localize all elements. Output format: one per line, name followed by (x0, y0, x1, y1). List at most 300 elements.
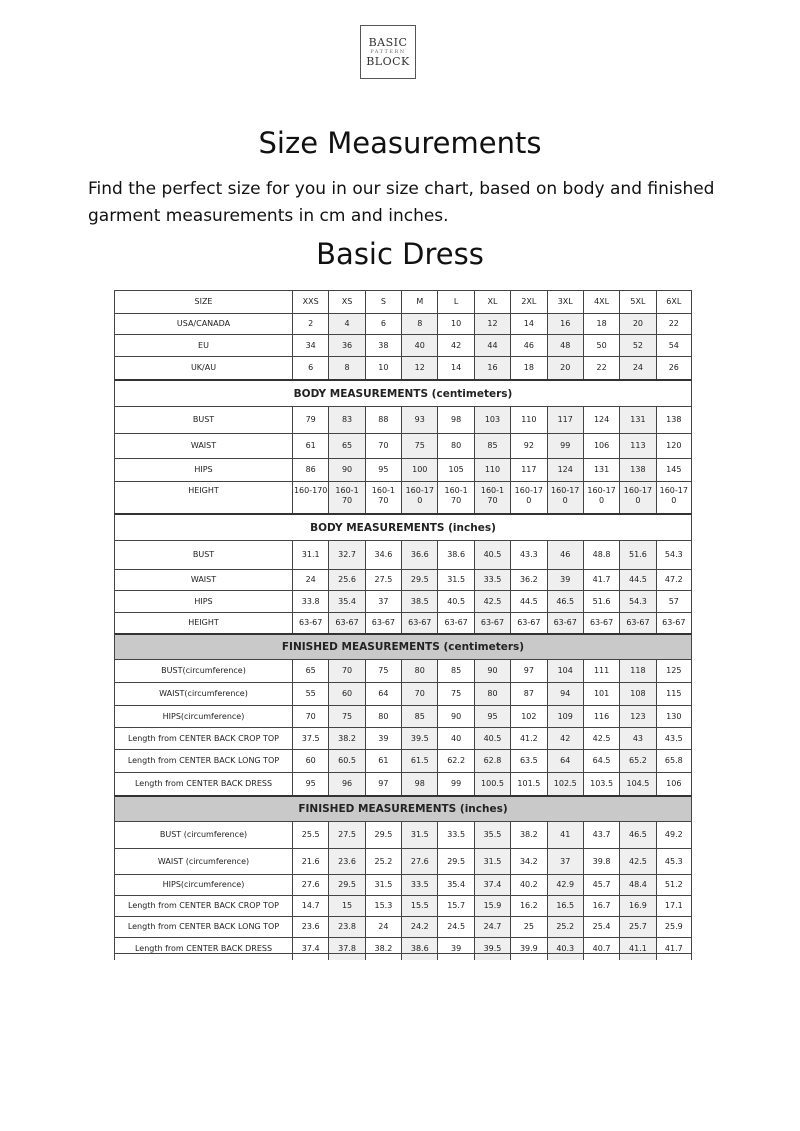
row-label: BUST (circumference) (114, 821, 292, 848)
measurement-cell: 48.8 (583, 540, 619, 569)
measurement-cell: 63-67 (547, 612, 583, 633)
measurement-cell: 160-17 0 (656, 481, 692, 513)
measurement-cell: 110 (474, 458, 510, 481)
measurement-cell: 31.5 (365, 874, 401, 895)
measurement-cell: 18 (583, 313, 619, 334)
measurement-cell: 14.7 (292, 895, 328, 916)
measurement-cell: 116 (583, 705, 619, 727)
measurement-cell: 86 (292, 458, 328, 481)
measurement-cell: 83 (328, 406, 364, 433)
measurement-cell: 102.5 (547, 772, 583, 795)
measurement-cell: 75 (401, 433, 437, 458)
measurement-cell: 39.5 (474, 937, 510, 960)
measurement-cell: 65.2 (619, 749, 655, 772)
measurement-cell: 160-1 70 (365, 481, 401, 513)
measurement-cell: 93 (401, 406, 437, 433)
measurement-cell: 49.2 (656, 821, 692, 848)
measurement-cell: 85 (401, 705, 437, 727)
section-header (114, 795, 692, 821)
logo-line-2: PATTERN (370, 48, 406, 55)
measurement-cell: 25.7 (619, 916, 655, 937)
measurement-cell: 97 (510, 659, 546, 682)
measurement-cell: 6 (292, 356, 328, 379)
measurement-cell: 63-67 (292, 612, 328, 633)
measurement-cell: 117 (547, 406, 583, 433)
measurement-cell: 40.5 (474, 727, 510, 749)
measurement-cell: 123 (619, 705, 655, 727)
measurement-cell: 61.5 (401, 749, 437, 772)
section-header (114, 633, 692, 659)
measurement-cell: 63-67 (365, 612, 401, 633)
measurement-cell: 99 (437, 772, 473, 795)
page-title: Size Measurements (258, 126, 542, 160)
measurement-cell: 64.5 (583, 749, 619, 772)
measurement-cell: 79 (292, 406, 328, 433)
row-label: WAIST (circumference) (114, 848, 292, 874)
size-header-cell: S (365, 290, 401, 313)
measurement-cell: 60 (328, 682, 364, 705)
measurement-cell: 100 (401, 458, 437, 481)
measurement-cell: 15.3 (365, 895, 401, 916)
measurement-cell: 6 (365, 313, 401, 334)
measurement-cell: 160-17 0 (401, 481, 437, 513)
measurement-cell: 24.2 (401, 916, 437, 937)
measurement-cell: 25.5 (292, 821, 328, 848)
measurement-cell: 31.1 (292, 540, 328, 569)
table-bottom-border (114, 953, 692, 954)
measurement-cell: 94 (547, 682, 583, 705)
measurement-cell: 35.4 (328, 590, 364, 612)
measurement-cell: 42.5 (474, 590, 510, 612)
row-label: BUST(circumference) (114, 659, 292, 682)
measurement-cell: 118 (619, 659, 655, 682)
measurement-cell: 27.6 (401, 848, 437, 874)
measurement-cell: 2 (292, 313, 328, 334)
measurement-cell: 44.5 (510, 590, 546, 612)
measurement-cell: 35.5 (474, 821, 510, 848)
measurement-cell: 54.3 (656, 540, 692, 569)
measurement-cell: 38.6 (401, 937, 437, 960)
measurement-cell: 106 (583, 433, 619, 458)
measurement-cell: 22 (656, 313, 692, 334)
measurement-cell: 38.5 (401, 590, 437, 612)
measurement-cell: 44.5 (619, 569, 655, 590)
measurement-cell: 40.5 (437, 590, 473, 612)
measurement-cell: 46 (510, 334, 546, 356)
measurement-cell: 41 (547, 821, 583, 848)
measurement-cell: 18 (510, 356, 546, 379)
measurement-cell: 51.6 (583, 590, 619, 612)
measurement-cell: 36 (328, 334, 364, 356)
measurement-cell: 42 (437, 334, 473, 356)
measurement-cell: 36.2 (510, 569, 546, 590)
measurement-cell: 43.3 (510, 540, 546, 569)
measurement-cell: 34 (292, 334, 328, 356)
row-label: WAIST(circumference) (114, 682, 292, 705)
measurement-cell: 60.5 (328, 749, 364, 772)
measurement-cell: 138 (656, 406, 692, 433)
size-header-cell: XL (474, 290, 510, 313)
measurement-cell: 25.6 (328, 569, 364, 590)
measurement-cell: 51.2 (656, 874, 692, 895)
measurement-cell: 63-67 (656, 612, 692, 633)
measurement-cell: 21.6 (292, 848, 328, 874)
row-label: Length from CENTER BACK LONG TOP (114, 749, 292, 772)
measurement-cell: 63-67 (583, 612, 619, 633)
measurement-cell: 38 (365, 334, 401, 356)
measurement-cell: 64 (547, 749, 583, 772)
measurement-cell: 37.5 (292, 727, 328, 749)
measurement-cell: 37.8 (328, 937, 364, 960)
measurement-cell: 29.5 (401, 569, 437, 590)
measurement-cell: 85 (437, 659, 473, 682)
measurement-cell: 20 (547, 356, 583, 379)
measurement-cell: 34.2 (510, 848, 546, 874)
row-label: HEIGHT (114, 612, 292, 633)
measurement-cell: 40 (437, 727, 473, 749)
logo-line-1: BASIC (368, 35, 408, 49)
measurement-cell: 39 (547, 569, 583, 590)
row-label: SIZE (114, 290, 292, 313)
row-label: HIPS(circumference) (114, 705, 292, 727)
measurement-cell: 24 (292, 569, 328, 590)
measurement-cell: 25.2 (547, 916, 583, 937)
measurement-cell: 33.5 (474, 569, 510, 590)
measurement-cell: 16.9 (619, 895, 655, 916)
measurement-cell: 10 (437, 313, 473, 334)
size-header-cell: L (437, 290, 473, 313)
measurement-cell: 75 (437, 682, 473, 705)
measurement-cell: 45.7 (583, 874, 619, 895)
measurement-cell: 16.7 (583, 895, 619, 916)
measurement-cell: 31.5 (401, 821, 437, 848)
row-label: EU (114, 334, 292, 356)
measurement-cell: 29.5 (328, 874, 364, 895)
measurement-cell: 98 (401, 772, 437, 795)
intro-text: Find the perfect size for you in our size chart, based on body and finished garment measurements in cm and inches. (88, 179, 715, 226)
measurement-cell: 40.2 (510, 874, 546, 895)
measurement-cell: 98 (437, 406, 473, 433)
size-chart-table (114, 290, 692, 954)
measurement-cell: 38.6 (437, 540, 473, 569)
measurement-cell: 37.4 (474, 874, 510, 895)
measurement-cell: 62.8 (474, 749, 510, 772)
measurement-cell: 110 (510, 406, 546, 433)
measurement-cell: 25.4 (583, 916, 619, 937)
measurement-cell: 130 (656, 705, 692, 727)
measurement-cell: 16 (547, 313, 583, 334)
measurement-cell: 38.2 (328, 727, 364, 749)
measurement-cell: 54 (656, 334, 692, 356)
row-label: HEIGHT (114, 481, 292, 513)
measurement-cell: 61 (365, 749, 401, 772)
measurement-cell: 65 (328, 433, 364, 458)
row-label: UK/AU (114, 356, 292, 379)
measurement-cell: 41.7 (583, 569, 619, 590)
row-label: USA/CANADA (114, 313, 292, 334)
row-label: BUST (114, 540, 292, 569)
measurement-cell: 62.2 (437, 749, 473, 772)
measurement-cell: 90 (437, 705, 473, 727)
measurement-cell: 24.5 (437, 916, 473, 937)
measurement-cell: 160-1 70 (437, 481, 473, 513)
measurement-cell: 26 (656, 356, 692, 379)
measurement-cell: 63-67 (401, 612, 437, 633)
size-header-cell: 3XL (547, 290, 583, 313)
measurement-cell: 38.2 (365, 937, 401, 960)
measurement-cell: 70 (365, 433, 401, 458)
row-label: HIPS (114, 458, 292, 481)
measurement-cell: 104 (547, 659, 583, 682)
measurement-cell: 88 (365, 406, 401, 433)
measurement-cell: 41.1 (619, 937, 655, 960)
size-header-cell: XS (328, 290, 364, 313)
measurement-cell: 40.7 (583, 937, 619, 960)
measurement-cell: 4 (328, 313, 364, 334)
measurement-cell: 51.6 (619, 540, 655, 569)
measurement-cell: 113 (619, 433, 655, 458)
measurement-cell: 37 (365, 590, 401, 612)
measurement-cell: 22 (583, 356, 619, 379)
measurement-cell: 35.4 (437, 874, 473, 895)
measurement-cell: 27.6 (292, 874, 328, 895)
measurement-cell: 42.9 (547, 874, 583, 895)
measurement-cell: 24 (365, 916, 401, 937)
measurement-cell: 87 (510, 682, 546, 705)
section-title: BODY MEASUREMENTS (293, 387, 429, 400)
measurement-cell: 43.5 (656, 727, 692, 749)
measurement-cell: 23.6 (328, 848, 364, 874)
measurement-cell: 90 (328, 458, 364, 481)
measurement-cell: 46 (547, 540, 583, 569)
measurement-cell: 34.6 (365, 540, 401, 569)
section-unit: (centimeters) (443, 641, 525, 653)
row-label: WAIST (114, 569, 292, 590)
section-title: FINISHED MEASUREMENTS (281, 641, 440, 653)
measurement-cell: 37.4 (292, 937, 328, 960)
measurement-cell: 109 (547, 705, 583, 727)
measurement-cell: 23.8 (328, 916, 364, 937)
measurement-cell: 16.5 (547, 895, 583, 916)
section-title: BODY MEASUREMENTS (310, 521, 445, 534)
measurement-cell: 57 (656, 590, 692, 612)
measurement-cell: 70 (292, 705, 328, 727)
measurement-cell: 145 (656, 458, 692, 481)
row-label: Length from CENTER BACK DRESS (114, 772, 292, 795)
measurement-cell: 117 (510, 458, 546, 481)
measurement-cell: 43 (619, 727, 655, 749)
brand-logo (360, 25, 416, 79)
measurement-cell: 95 (292, 772, 328, 795)
row-label: BUST (114, 406, 292, 433)
measurement-cell: 14 (437, 356, 473, 379)
measurement-cell: 42.5 (619, 848, 655, 874)
size-header-cell: 5XL (619, 290, 655, 313)
measurement-cell: 115 (656, 682, 692, 705)
measurement-cell: 63.5 (510, 749, 546, 772)
measurement-cell: 160-1 70 (328, 481, 364, 513)
measurement-cell: 70 (328, 659, 364, 682)
measurement-cell: 46.5 (619, 821, 655, 848)
measurement-cell: 96 (328, 772, 364, 795)
measurement-cell: 8 (328, 356, 364, 379)
measurement-cell: 12 (474, 313, 510, 334)
measurement-cell: 64 (365, 682, 401, 705)
measurement-cell: 23.6 (292, 916, 328, 937)
measurement-cell: 12 (401, 356, 437, 379)
measurement-cell: 101 (583, 682, 619, 705)
measurement-cell: 48.4 (619, 874, 655, 895)
row-label: HIPS(circumference) (114, 874, 292, 895)
row-label: Length from CENTER BACK LONG TOP (114, 916, 292, 937)
measurement-cell: 50 (583, 334, 619, 356)
measurement-cell: 95 (474, 705, 510, 727)
measurement-cell: 15 (328, 895, 364, 916)
measurement-cell: 39.8 (583, 848, 619, 874)
measurement-cell: 32.7 (328, 540, 364, 569)
measurement-cell: 39 (365, 727, 401, 749)
measurement-cell: 120 (656, 433, 692, 458)
measurement-cell: 33.5 (401, 874, 437, 895)
measurement-cell: 42 (547, 727, 583, 749)
measurement-cell: 80 (474, 682, 510, 705)
measurement-cell: 92 (510, 433, 546, 458)
measurement-cell: 46.5 (547, 590, 583, 612)
measurement-cell: 103 (474, 406, 510, 433)
measurement-cell: 52 (619, 334, 655, 356)
measurement-cell: 125 (656, 659, 692, 682)
row-label: Length from CENTER BACK CROP TOP (114, 895, 292, 916)
measurement-cell: 75 (328, 705, 364, 727)
measurement-cell: 95 (365, 458, 401, 481)
measurement-cell: 25.2 (365, 848, 401, 874)
measurement-cell: 25.9 (656, 916, 692, 937)
section-title: FINISHED MEASUREMENTS (298, 803, 457, 815)
measurement-cell: 41.2 (510, 727, 546, 749)
measurement-cell: 111 (583, 659, 619, 682)
measurement-cell: 48 (547, 334, 583, 356)
measurement-cell: 27.5 (365, 569, 401, 590)
measurement-cell: 63-67 (437, 612, 473, 633)
measurement-cell: 131 (583, 458, 619, 481)
measurement-cell: 100.5 (474, 772, 510, 795)
measurement-cell: 90 (474, 659, 510, 682)
measurement-cell: 42.5 (583, 727, 619, 749)
measurement-cell: 39.5 (401, 727, 437, 749)
size-header-cell: XXS (292, 290, 328, 313)
measurement-cell: 16.2 (510, 895, 546, 916)
measurement-cell: 25 (510, 916, 546, 937)
measurement-cell: 106 (656, 772, 692, 795)
measurement-cell: 124 (583, 406, 619, 433)
row-label: HIPS (114, 590, 292, 612)
size-header-cell: 2XL (510, 290, 546, 313)
measurement-cell: 15.5 (401, 895, 437, 916)
measurement-cell: 29.5 (365, 821, 401, 848)
measurement-cell: 131 (619, 406, 655, 433)
measurement-cell: 55 (292, 682, 328, 705)
size-header-cell: 6XL (656, 290, 692, 313)
measurement-cell: 60 (292, 749, 328, 772)
measurement-cell: 108 (619, 682, 655, 705)
measurement-cell: 80 (437, 433, 473, 458)
row-label: Length from CENTER BACK CROP TOP (114, 727, 292, 749)
measurement-cell: 63-67 (474, 612, 510, 633)
measurement-cell: 63-67 (510, 612, 546, 633)
measurement-cell: 160-17 0 (510, 481, 546, 513)
measurement-cell: 16 (474, 356, 510, 379)
measurement-cell: 15.7 (437, 895, 473, 916)
measurement-cell: 75 (365, 659, 401, 682)
measurement-cell: 104.5 (619, 772, 655, 795)
measurement-cell: 37 (547, 848, 583, 874)
measurement-cell: 20 (619, 313, 655, 334)
measurement-cell: 160-1 70 (474, 481, 510, 513)
measurement-cell: 63-67 (328, 612, 364, 633)
measurement-cell: 65.8 (656, 749, 692, 772)
measurement-cell: 102 (510, 705, 546, 727)
measurement-cell: 65 (292, 659, 328, 682)
measurement-cell: 97 (365, 772, 401, 795)
measurement-cell: 40.3 (547, 937, 583, 960)
measurement-cell: 61 (292, 433, 328, 458)
measurement-cell: 160-17 0 (583, 481, 619, 513)
measurement-cell: 33.5 (437, 821, 473, 848)
measurement-cell: 41.7 (656, 937, 692, 960)
measurement-cell: 105 (437, 458, 473, 481)
measurement-cell: 10 (365, 356, 401, 379)
measurement-cell: 38.2 (510, 821, 546, 848)
measurement-cell: 17.1 (656, 895, 692, 916)
measurement-cell: 31.5 (474, 848, 510, 874)
measurement-cell: 40 (401, 334, 437, 356)
measurement-cell: 80 (401, 659, 437, 682)
logo-line-3: BLOCK (366, 54, 410, 68)
measurement-cell: 14 (510, 313, 546, 334)
measurement-cell: 80 (365, 705, 401, 727)
size-header-cell: M (401, 290, 437, 313)
measurement-cell: 54.3 (619, 590, 655, 612)
section-unit: (inches) (459, 803, 508, 815)
row-label: WAIST (114, 433, 292, 458)
measurement-cell: 43.7 (583, 821, 619, 848)
measurement-cell: 138 (619, 458, 655, 481)
measurement-cell: 85 (474, 433, 510, 458)
measurement-cell: 63-67 (619, 612, 655, 633)
measurement-cell: 160-17 0 (619, 481, 655, 513)
measurement-cell: 101.5 (510, 772, 546, 795)
measurement-cell: 33.8 (292, 590, 328, 612)
section-header (114, 513, 692, 540)
measurement-cell: 160-170 (292, 481, 328, 513)
measurement-cell: 99 (547, 433, 583, 458)
measurement-cell: 24 (619, 356, 655, 379)
section-header (114, 379, 692, 406)
measurement-cell: 44 (474, 334, 510, 356)
measurement-cell: 27.5 (328, 821, 364, 848)
garment-title: Basic Dress (316, 237, 484, 271)
measurement-cell: 15.9 (474, 895, 510, 916)
section-unit: (inches) (448, 521, 496, 534)
measurement-cell: 160-17 0 (547, 481, 583, 513)
size-header-cell: 4XL (583, 290, 619, 313)
measurement-cell: 36.6 (401, 540, 437, 569)
measurement-cell: 124 (547, 458, 583, 481)
measurement-cell: 40.5 (474, 540, 510, 569)
measurement-cell: 39.9 (510, 937, 546, 960)
measurement-cell: 39 (437, 937, 473, 960)
measurement-cell: 8 (401, 313, 437, 334)
